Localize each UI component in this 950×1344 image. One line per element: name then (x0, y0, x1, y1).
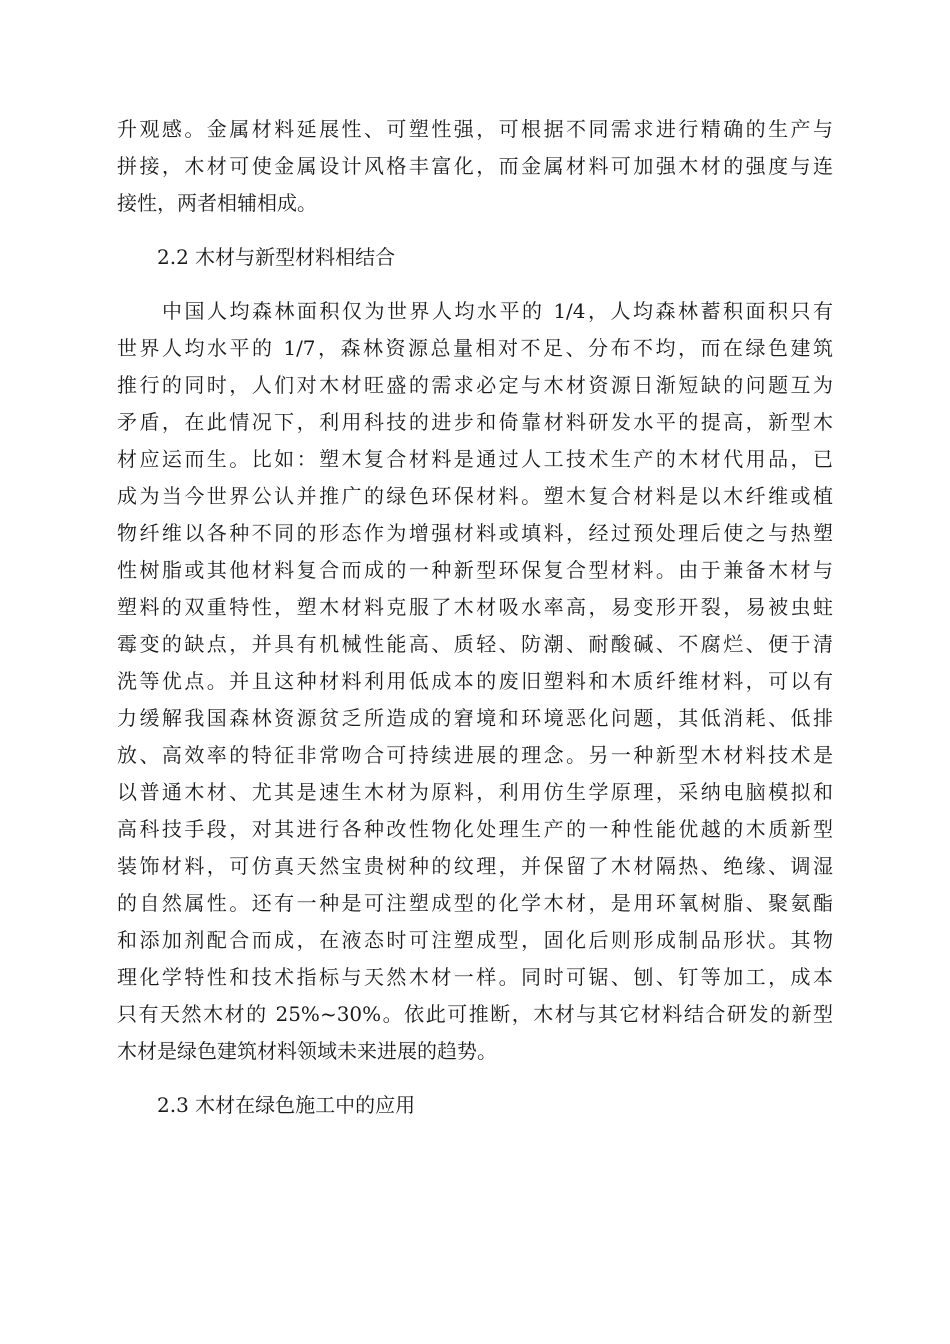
text-line: 理化学特性和技术指标与天然木材一样。同时可锯、刨、钉等加工，成本 (117, 965, 833, 989)
paragraph-continued (117, 111, 833, 222)
text-line: 的自然属性。还有一种是可注塑成型的化学木材，是用环氧树脂、聚氨酯 (117, 891, 833, 915)
paragraph-new-materials (117, 293, 833, 1070)
section-heading-2-3: 2.3 木材在绿色施工中的应用 (157, 1093, 416, 1117)
text-line: 洗等优点。并且这种材料利用低成本的废旧塑料和木质纤维材料，可以有 (117, 669, 833, 693)
text-line: 性树脂或其他材料复合而成的一种新型环保复合型材料。由于兼备木材与 (117, 558, 833, 582)
text-line: 材应运而生。比如：塑木复合材料是通过人工技术生产的木材代用品，已 (117, 447, 833, 471)
text-line: 成为当今世界公认并推广的绿色环保材料。塑木复合材料是以木纤维或植 (117, 484, 833, 508)
text-line: 高科技手段，对其进行各种改性物化处理生产的一种性能优越的木质新型 (117, 817, 833, 841)
text-line: 接性，两者相辅相成。 (117, 191, 317, 215)
text-line: 和添加剂配合而成，在液态时可注塑成型，固化后则形成制品形状。其物 (117, 928, 833, 952)
document-page (117, 111, 833, 1124)
text-line: 以普通木材、尤其是速生木材为原料，利用仿生学原理，采纳电脑模拟和 (117, 780, 833, 804)
text-line: 木材是绿色建筑材料领域未来进展的趋势。 (117, 1039, 497, 1063)
text-line: 拼接，木材可使金属设计风格丰富化，而金属材料可加强木材的强度与连 (117, 154, 833, 178)
text-line: 放、高效率的特征非常吻合可持续进展的理念。另一种新型木材料技术是 (117, 743, 833, 767)
text-line: 霉变的缺点，并具有机械性能高、质轻、防潮、耐酸碱、不腐烂、便于清 (117, 632, 833, 656)
text-line: 物纤维以各种不同的形态作为增强材料或填料，经过预处理后使之与热塑 (117, 521, 833, 545)
text-line: 装饰材料，可仿真天然宝贵树种的纹理，并保留了木材隔热、绝缘、调湿 (117, 854, 833, 878)
text-line: 塑料的双重特性，塑木材料克服了木材吸水率高，易变形开裂，易被虫蛀 (117, 595, 833, 619)
text-line: 世界人均水平的 1/7，森林资源总量相对不足、分布不均，而在绿色建筑 (117, 336, 833, 360)
text-line: 推行的同时，人们对木材旺盛的需求必定与木材资源日渐短缺的问题互为 (117, 373, 833, 397)
text-line: 只有天然木材的 25%~30%。依此可推断，木材与其它材料结合研发的新型 (117, 1002, 833, 1026)
text-line: 中国人均森林面积仅为世界人均水平的 1/4，人均森林蓄积面积只有 (117, 299, 833, 323)
section-heading-2-2: 2.2 木材与新型材料相结合 (157, 245, 396, 269)
text-line: 矛盾，在此情况下，利用科技的进步和倚靠材料研发水平的提高，新型木 (117, 410, 833, 434)
text-line: 力缓解我国森林资源贫乏所造成的窘境和环境恶化问题，其低消耗、低排 (117, 706, 833, 730)
text-line: 升观感。金属材料延展性、可塑性强，可根据不同需求进行精确的生产与 (117, 117, 833, 141)
